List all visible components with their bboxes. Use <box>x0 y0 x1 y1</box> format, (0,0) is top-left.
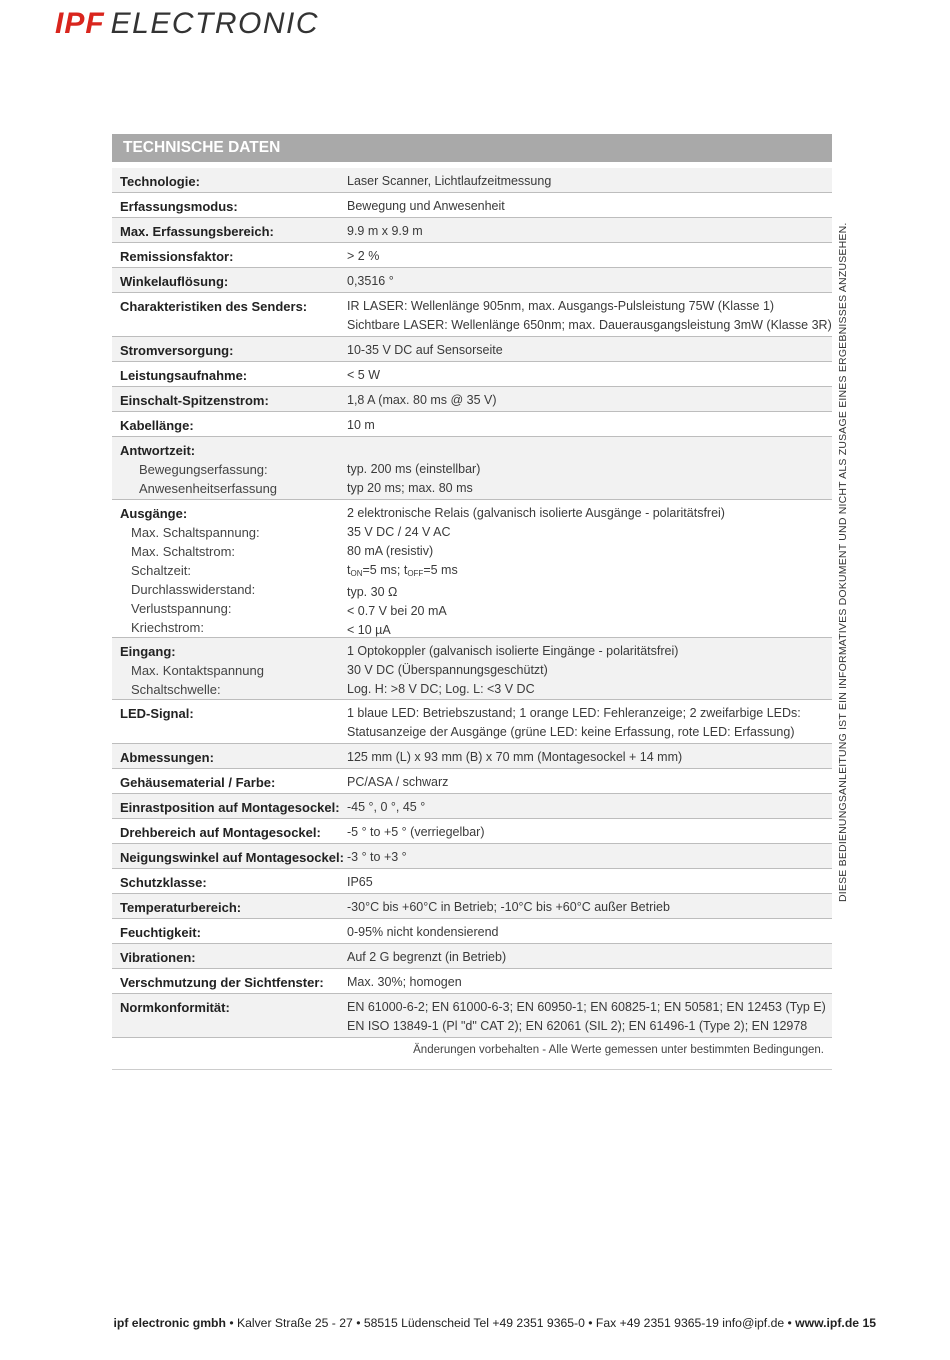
spec-row-schutzklasse <box>112 869 832 894</box>
spec-value: -30°C bis +60°C in Betrieb; -10°C bis +60°C außer Betrieb <box>347 900 670 914</box>
page-footer <box>0 1316 876 1330</box>
spec-value: EN 61000-6-2; EN 61000-6-3; EN 60950-1; EN 60825-1; EN 50581; EN 12453 (Typ E) <box>347 1000 826 1014</box>
spec-row-erfassungsmodus <box>112 193 832 218</box>
spec-row-einschalt-spitzenstrom <box>112 387 832 412</box>
spec-row-einrastposition <box>112 794 832 819</box>
spec-label: Neigungswinkel auf Montagesockel: <box>120 850 344 865</box>
spec-row-remissionsfaktor <box>112 243 832 268</box>
spec-row-stromversorgung <box>112 337 832 362</box>
spec-label: Remissionsfaktor: <box>120 249 234 264</box>
spec-sub-label: Anwesenheitserfassung <box>139 481 278 496</box>
spec-value: typ. 30 Ω <box>347 585 398 599</box>
spec-row-max-erfassungsbereich <box>112 218 832 243</box>
spec-label: Temperaturbereich: <box>120 900 242 915</box>
spec-sub-label: Durchlasswiderstand: <box>131 582 256 597</box>
spec-label: Einrastposition auf Montagesockel: <box>120 800 340 815</box>
spec-sub-label: Max. Kontaktspannung <box>131 663 264 678</box>
section-title: TECHNISCHE DATEN <box>112 134 832 162</box>
spec-label: LED-Signal: <box>120 706 194 721</box>
spec-row-normkonformitaet <box>112 994 832 1038</box>
spec-label: Leistungsaufnahme: <box>120 368 248 383</box>
spec-label: Winkelauflösung: <box>120 274 229 289</box>
spec-value: Auf 2 G begrenzt (in Betrieb) <box>347 950 507 964</box>
divider <box>112 1066 832 1070</box>
spec-row-leistungsaufnahme <box>112 362 832 387</box>
spec-row-ausgaenge <box>112 500 832 638</box>
spec-value: Laser Scanner, Lichtlaufzeitmessung <box>347 174 552 188</box>
spec-value: 0,3516 ° <box>347 274 394 288</box>
spec-sub-label: Schaltzeit: <box>131 563 191 578</box>
logo-subtitle: ELECTRONIC <box>110 7 320 40</box>
spec-row-led-signal <box>112 700 832 744</box>
switching-time-value: $t_{ON}=5$ ms; $t_{OFF}=5$ ms <box>347 563 458 578</box>
spec-value: 80 mA (resistiv) <box>347 544 434 558</box>
spec-value: Bewegung und Anwesenheit <box>347 199 505 213</box>
footer-address: • Kalver Straße 25 - 27 • 58515 Lüdenscheid Tel +49 2351 9365-0 • Fax +49 2351 9365-19 info@ipf.de • <box>225 1316 796 1330</box>
spec-label: Schutzklasse: <box>120 875 207 890</box>
spec-value: 10-35 V DC auf Sensorseite <box>347 343 503 357</box>
spec-label: Drehbereich auf Montagesockel: <box>120 825 321 840</box>
spec-row-neigungswinkel <box>112 844 832 869</box>
spec-value: typ 20 ms; max. 80 ms <box>347 481 473 495</box>
spec-row-gehaeusematerial <box>112 769 832 794</box>
company-logo <box>55 6 319 42</box>
spec-value: 0-95% nicht kondensierend <box>347 925 499 939</box>
spec-sub-label: Schaltschwelle: <box>131 682 221 697</box>
disclaimer-vertical-text: DIESE BEDIENUNGSANLEITUNG IST EIN INFORMATIVES DOKUMENT UND NICHT ALS ZUSAGE EINES ERGEBNISSES ANZUSEHEN. <box>837 222 849 902</box>
spec-row-sender <box>112 293 832 337</box>
spec-value: IR LASER: Wellenlänge 905nm, max. Ausgangs-Pulsleistung 75W (Klasse 1) <box>347 299 775 313</box>
spec-sub-label: Bewegungserfassung: <box>139 462 268 477</box>
spec-value: 1,8 A (max. 80 ms @ 35 V) <box>347 393 497 407</box>
spec-value: 1 blaue LED: Betriebszustand; 1 orange LED: Fehleranzeige; 2 zweifarbige LEDs: <box>347 706 801 720</box>
spec-value: 30 V DC (Überspannungsgeschützt) <box>347 663 548 677</box>
spec-value: EN ISO 13849-1 (Pl "d" CAT 2); EN 62061 (SIL 2); EN 61496-1 (Type 2); EN 12978 <box>347 1019 808 1033</box>
technical-data-sheet <box>112 134 832 1070</box>
spec-row-eingang <box>112 638 832 700</box>
footnote: Änderungen vorbehalten - Alle Werte gemessen unter bestimmten Bedingungen. <box>413 1044 824 1056</box>
spec-label: Abmessungen: <box>120 750 214 765</box>
spec-label: Kabellänge: <box>120 418 194 433</box>
spec-sub-label: Max. Schaltspannung: <box>131 525 260 540</box>
spec-value: < 0.7 V bei 20 mA <box>347 604 447 618</box>
spec-value: Sichtbare LASER: Wellenlänge 650nm; max. Dauerausgangsleistung 3mW (Klasse 3R) <box>347 318 832 332</box>
spec-label: Verschmutzung der Sichtfenster: <box>120 975 324 990</box>
spec-value: 9.9 m x 9.9 m <box>347 224 423 238</box>
spec-value: < 10 µA <box>347 623 391 637</box>
spec-value: < 5 W <box>347 368 380 382</box>
spec-value: Log. H: >8 V DC; Log. L: <3 V DC <box>347 682 535 696</box>
spec-row-temperaturbereich <box>112 894 832 919</box>
spec-row-winkelaufloesung <box>112 268 832 293</box>
spec-label: Erfassungsmodus: <box>120 199 238 214</box>
spec-value: Statusanzeige der Ausgänge (grüne LED: keine Erfassung, rote LED: Erfassung) <box>347 725 795 739</box>
spec-row-drehbereich <box>112 819 832 844</box>
spec-label: Stromversorgung: <box>120 343 234 358</box>
spec-value: PC/ASA / schwarz <box>347 775 449 789</box>
spec-row-antwortzeit <box>112 437 832 500</box>
spec-row-feuchtigkeit <box>112 919 832 944</box>
spec-label: Technologie: <box>120 174 200 189</box>
logo-brand: IPF <box>55 7 105 40</box>
spec-value: -5 ° to +5 ° (verriegelbar) <box>347 825 485 839</box>
spec-value: 1 Optokoppler (galvanisch isolierte Eingänge - polaritätsfrei) <box>347 644 679 658</box>
spec-value: > 2 % <box>347 249 380 263</box>
spec-value: 125 mm (L) x 93 mm (B) x 70 mm (Montagesockel + 14 mm) <box>347 750 683 764</box>
spec-sub-label: Kriechstrom: <box>131 620 204 635</box>
spec-row-kabellaenge <box>112 412 832 437</box>
footer-company: ipf electronic gmbh <box>113 1316 226 1330</box>
spec-label: Antwortzeit: <box>120 443 196 458</box>
spec-row-technologie <box>112 168 832 193</box>
spec-value: 10 m <box>347 418 375 432</box>
page-number: 15 <box>862 1316 876 1330</box>
spec-label: Max. Erfassungsbereich: <box>120 224 274 239</box>
footer-website: www.ipf.de <box>795 1316 860 1330</box>
spec-sub-label: Max. Schaltstrom: <box>131 544 236 559</box>
spec-label: Gehäusematerial / Farbe: <box>120 775 276 790</box>
spec-label: Ausgänge: <box>120 506 188 521</box>
spec-value: Max. 30%; homogen <box>347 975 462 989</box>
spec-label: Eingang: <box>120 644 176 659</box>
spec-sub-label: Verlustspannung: <box>131 601 232 616</box>
spec-label: Feuchtigkeit: <box>120 925 201 940</box>
spec-label: Charakteristiken des Senders: <box>120 299 308 314</box>
spec-value: 35 V DC / 24 V AC <box>347 525 451 539</box>
spec-row-abmessungen <box>112 744 832 769</box>
spec-value: -3 ° to +3 ° <box>347 850 407 864</box>
spec-value: 2 elektronische Relais (galvanisch isolierte Ausgänge - polaritätsfrei) <box>347 506 725 520</box>
spec-row-verschmutzung <box>112 969 832 994</box>
spec-value: -45 °, 0 °, 45 ° <box>347 800 426 814</box>
spec-label: Vibrationen: <box>120 950 196 965</box>
spec-row-vibrationen <box>112 944 832 969</box>
spec-label: Normkonformität: <box>120 1000 230 1015</box>
spec-value: IP65 <box>347 875 373 889</box>
spec-label: Einschalt-Spitzenstrom: <box>120 393 269 408</box>
spec-value: typ. 200 ms (einstellbar) <box>347 462 481 476</box>
